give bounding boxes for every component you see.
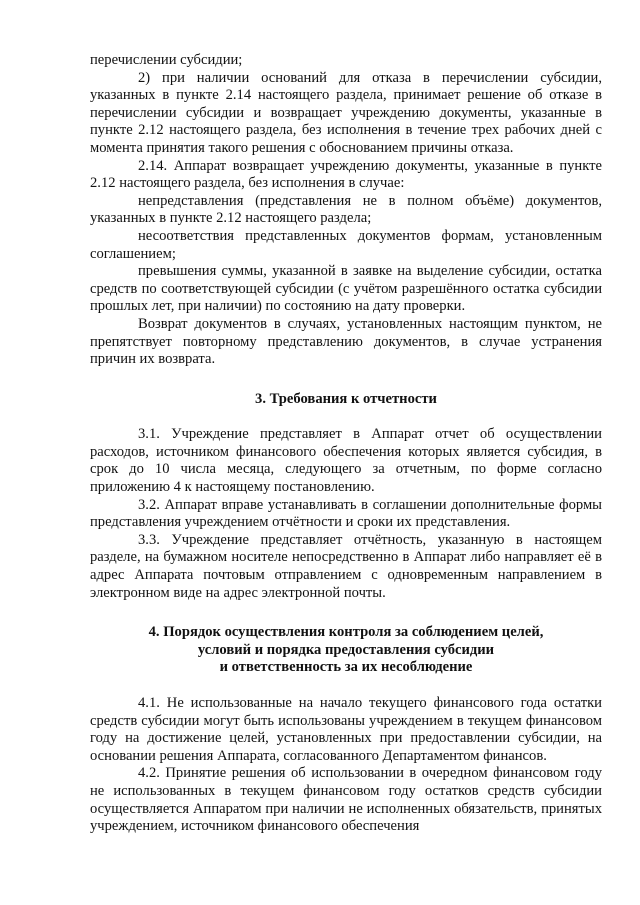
paragraph-4-2: 4.2. Принятие решения об использовании в очередном финансовом году не использованных в текущем финансовом году остатков средств субсидии осуществляется Аппаратом при наличии не исполненных обязательств, принятых учреждением, источником финансового обеспечения (90, 765, 602, 835)
paragraph-4-1: 4.1. Не использованные на начало текущего финансового года остатки средств субсидии могут быть использованы учреждением в текущем финансовом году на достижение целей, установленных при предоставлении субсидии, на основании решения Аппарата, согласованного Департаментом финансов. (90, 695, 602, 764)
paragraph-continuation: перечислении субсидии; (90, 52, 243, 68)
paragraph-return-note: Возврат документов в случаях, установленных настоящим пунктом, не препятствует повторному представлению документов, в случае устранения причин их возврата. (90, 315, 602, 368)
section-3-title: 3. Требования к отчетности (255, 390, 437, 407)
paragraph-item-2: 2) при наличии оснований для отказа в перечислении субсидии, указанных в пункте 2.14 настоящего раздела, принимает решение об отказе в перечислении субсидии и возвращает учреждению документы, указанные в пункте 2.12 настоящего раздела, без исполнения в течение трех рабочих дней с момента принятия такого решения с обоснованием причины отказа. (90, 69, 602, 156)
paragraph-case-3: превышения суммы, указанной в заявке на выделение субсидии, остатка средств по соответствующей субсидии (с учётом разрешённого остатка субсидии прошлых лет, при наличии) по состоянию на дату проверки. (90, 263, 602, 315)
paragraph-3-2: 3.2. Аппарат вправе устанавливать в соглашении дополнительные формы представления учреждением отчётности и сроки их представления. (90, 496, 602, 531)
paragraph-case-1: непредставления (представления не в полном объёме) документов, указанных в пункте 2.12 настоящего раздела; (90, 192, 602, 227)
section-4-title-line-2: условий и порядка предоставления субсидии (197, 641, 495, 658)
section-4-title-line-3: и ответственность за их несоблюдение (219, 659, 473, 676)
paragraph-3-3: 3.3. Учреждение представляет отчётность, указанную в настоящем разделе, на бумажном носителе непосредственно в Аппарат либо направляет её в адрес Аппарата почтовым отправлением с одновременным направлением в электронном виде на адрес электронной почты. (90, 531, 602, 601)
section-4-title-line-1: 4. Порядок осуществления контроля за соблюдением целей, (148, 624, 544, 641)
paragraph-2-14: 2.14. Аппарат возвращает учреждению документы, указанные в пункте 2.12 настоящего раздела, без исполнения в случае: (90, 157, 602, 192)
paragraph-case-2: несоответствия представленных документов формам, установленным соглашением; (90, 227, 602, 262)
section-4-title (90, 624, 602, 677)
paragraph-3-1: 3.1. Учреждение представляет в Аппарат отчет об осуществлении расходов, источником финансового обеспечения которых является субсидия, в срок до 10 числа месяца, следующего за отчетным, по форме согласно приложению 4 к настоящему постановлению. (90, 426, 602, 496)
